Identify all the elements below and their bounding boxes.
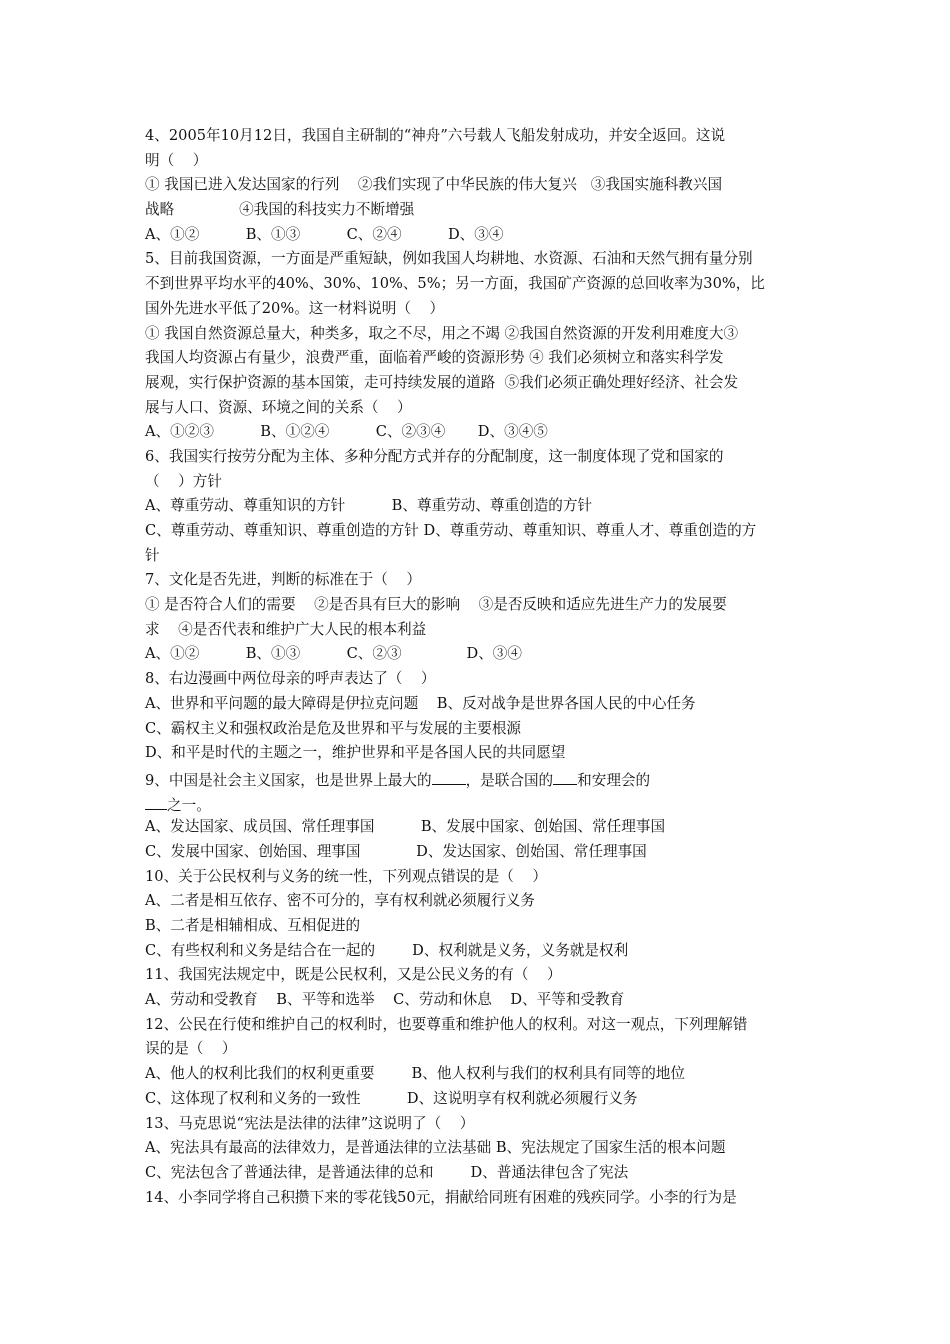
statement-options: 展与人口、资源、环境之间的关系（ ） — [145, 398, 412, 416]
question-14 — [145, 1186, 810, 1211]
question-12 — [145, 1013, 810, 1112]
question-9 — [145, 766, 810, 865]
answer-choices: A、①② B、①③ C、②④ D、③④ — [145, 225, 504, 243]
answer-choices: A、世界和平问题的最大障碍是伊拉克问题 B、反对战争是世界各国人民的中心任务 — [145, 694, 696, 712]
question-11 — [145, 963, 810, 1012]
question-text: 11、我国宪法规定中，既是公民权利，又是公民义务的有（ ） — [145, 966, 562, 984]
question-text-part: 和安理会的 — [577, 771, 651, 789]
question-text-part: 之一。 — [167, 796, 211, 814]
question-text-part: ，是联合国的 — [465, 771, 554, 789]
answer-choices: A、二者是相互依存、密不可分的，享有权利就必须履行义务 — [145, 892, 535, 910]
fill-blank — [553, 766, 577, 785]
answer-choices: A、发达国家、成员国、常任理事国 B、发展中国家、创始国、常任理事国 — [145, 818, 666, 836]
answer-choices: C、宪法包含了普通法律，是普通法律的总和 D、普通法律包含了宪法 — [145, 1163, 629, 1181]
question-text: （ ）方针 — [145, 472, 222, 490]
question-text: 14、小李同学将自己积攒下来的零花钱50元，捐献给同班有困难的残疾同学。小李的行为是 — [145, 1188, 737, 1206]
statement-options: 展观，实行保护资源的基本国策，走可持续发展的道路 ⑤我们必须正确处理好经济、社会发 — [145, 373, 739, 391]
answer-choices: A、尊重劳动、尊重知识的方针 B、尊重劳动、尊重创造的方针 — [145, 497, 593, 515]
statement-options: ① 是否符合人们的需要 ②是否具有巨大的影响 ③是否反映和适应先进生产力的发展要 — [145, 596, 727, 614]
answer-choices: A、宪法具有最高的法律效力，是普通法律的立法基础 B、宪法规定了国家生活的根本问题 — [145, 1139, 726, 1157]
answer-choices: A、劳动和受教育 B、平等和选举 C、劳动和休息 D、平等和受教育 — [145, 991, 625, 1009]
question-text: 国外先进水平低了20%。这一材料说明（ ） — [145, 299, 445, 317]
answer-choices: A、①② B、①③ C、②③ D、③④ — [145, 645, 522, 663]
question-text — [145, 766, 810, 791]
question-6 — [145, 445, 810, 568]
question-text: 10、关于公民权利与义务的统一性，下列观点错误的是（ ） — [145, 867, 547, 885]
question-text: 5、目前我国资源，一方面是严重短缺，例如我国人均耕地、水资源、石油和天然气拥有量分别 — [145, 250, 753, 268]
answer-choices: C、霸权主义和强权政治是危及世界和平与发展的主要根源 — [145, 719, 522, 737]
answer-choices: C、发展中国家、创始国、理事国 D、发达国家、创始国、常任理事国 — [145, 842, 647, 860]
question-text: 8、右边漫画中两位母亲的呼声表达了（ ） — [145, 670, 436, 688]
question-7 — [145, 568, 810, 667]
answer-choices: A、他人的权利比我们的权利更重要 B、他人权利与我们的权利具有同等的地位 — [145, 1065, 685, 1083]
question-8 — [145, 667, 810, 766]
statement-options: ① 我国已进入发达国家的行列 ②我们实现了中华民族的伟大复兴 ③我国实施科教兴国 — [145, 176, 723, 194]
answer-choices: C、尊重劳动、尊重知识、尊重创造的方针 D、尊重劳动、尊重知识、尊重人才、尊重创造的方 — [145, 522, 757, 539]
statement-options: 我国人均资源占有量少，浪费严重，面临着严峻的资源形势 ④ 我们必须树立和落实科学发 — [145, 349, 724, 367]
question-text: 13、马克思说“宪法是法律的法律”这说明了（ ） — [145, 1114, 475, 1132]
question-13 — [145, 1112, 810, 1186]
fill-blank — [145, 791, 167, 810]
document-page — [145, 124, 810, 1210]
question-text: 7、文化是否先进，判断的标准在于（ ） — [145, 571, 421, 589]
question-text: 误的是（ ） — [145, 1040, 237, 1058]
question-text: 6、我国实行按劳分配为主体、多种分配方式并存的分配制度，这一制度体现了党和国家的 — [145, 447, 724, 465]
answer-choices: C、有些权利和义务是结合在一起的 D、权利就是义务，义务就是权利 — [145, 941, 629, 959]
question-text: 不到世界平均水平的40%、30%、10%、5%；另一方面，我国矿产资源的总回收率为30%，比 — [145, 275, 765, 293]
answer-choices: 针 — [145, 546, 160, 564]
answer-choices: A、①②③ B、①②④ C、②③④ D、③④⑤ — [145, 423, 548, 441]
answer-choices: C、这体现了权利和义务的一致性 D、这说明享有权利就必须履行义务 — [145, 1089, 638, 1107]
statement-options: 求 ④是否代表和维护广大人民的根本利益 — [145, 620, 427, 638]
question-5 — [145, 247, 810, 445]
answer-choices: B、二者是相辅相成、互相促进的 — [145, 917, 361, 934]
statement-options: ① 我国自然资源总量大，种类多，取之不尽，用之不竭 ②我国自然资源的开发利用难度大③ — [145, 324, 739, 342]
answer-choices: D、和平是时代的主题之一，维护世界和平是各国人民的共同愿望 — [145, 744, 566, 762]
question-text-part: 9、中国是社会主义国家，也是世界上最大的 — [145, 771, 432, 789]
fill-blank — [432, 766, 466, 785]
statement-options: 战略 ④我国的科技实力不断增强 — [145, 201, 415, 219]
question-text: 明（ ） — [145, 151, 208, 169]
question-10 — [145, 865, 810, 964]
question-text: 4、2005年10月12日，我国自主研制的“神舟”六号载人飞船发射成功，并安全返回。这说 — [145, 127, 726, 144]
question-4 — [145, 124, 810, 247]
question-text — [145, 791, 810, 816]
question-text: 12、公民在行使和维护自己的权利时，也要尊重和维护他人的权利。对这一观点，下列理解错 — [145, 1015, 748, 1033]
